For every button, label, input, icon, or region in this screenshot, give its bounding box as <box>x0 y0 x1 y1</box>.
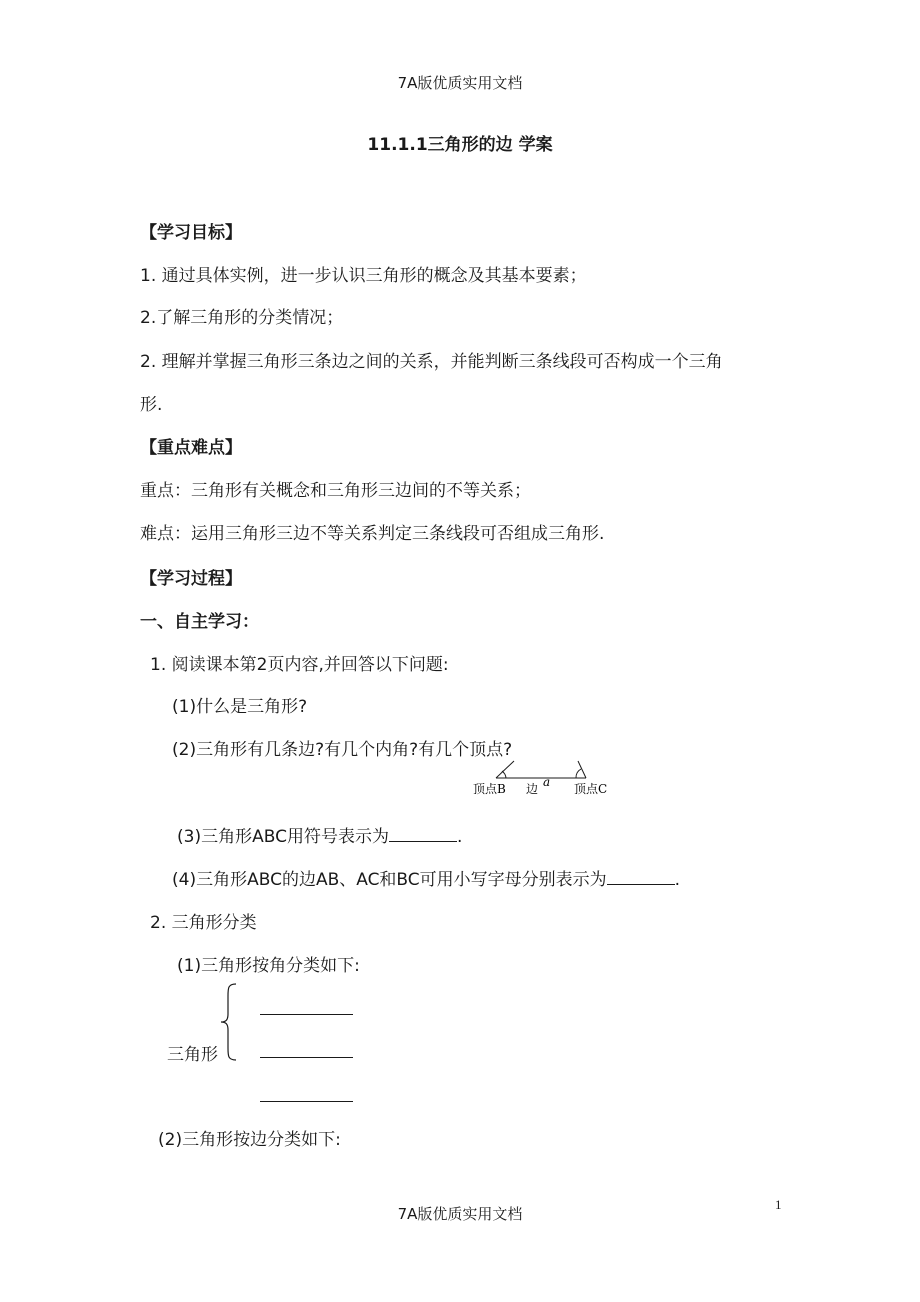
period: . <box>456 827 463 847</box>
classification-blank-2 <box>260 1057 353 1058</box>
answer-blank <box>607 870 675 885</box>
process-heading: 【学习过程】 <box>140 569 242 589</box>
page-header: 7A版优质实用文档 <box>397 74 523 92</box>
classification-blank-3 <box>260 1101 353 1102</box>
classification-blank-1 <box>260 1014 353 1015</box>
self-study-heading: 一、自主学习： <box>140 612 259 632</box>
goal-item-3: 2. 理解并掌握三角形三条边之间的关系，并能判断三条线段可否构成一个三角 <box>140 352 723 372</box>
goal-item-1: 1. 通过具体实例，进一步认识三角形的概念及其基本要素； <box>140 266 587 286</box>
question-2: 2. 三角形分类 <box>150 913 257 933</box>
angle-classification-label: (1)三角形按角分类如下: <box>177 956 360 976</box>
key-heading: 【重点难点】 <box>140 438 242 458</box>
side-letter-label: a <box>543 775 551 789</box>
curly-brace <box>218 982 240 1062</box>
answer-blank <box>389 827 457 842</box>
document-title: 11.1.1三角形的边 学案 <box>367 135 553 155</box>
question-1: 1. 阅读课本第2页内容,并回答以下问题: <box>150 655 449 675</box>
side-classification-label: (2)三角形按边分类如下: <box>158 1130 341 1150</box>
key-point-difficult: 难点：运用三角形三边不等关系判定三条线段可否组成三角形. <box>140 524 605 544</box>
goal-item-3-continued: 形. <box>140 395 163 415</box>
question-1-item-3 <box>177 822 462 847</box>
vertex-c-label: 顶点C <box>574 782 608 796</box>
question-1-item-4 <box>172 865 680 890</box>
goals-heading: 【学习目标】 <box>140 223 242 243</box>
side-label: 边 <box>526 782 539 796</box>
vertex-b-label: 顶点B <box>473 782 506 796</box>
page-number: 1 <box>775 1197 782 1212</box>
question-1-item-2: (2)三角形有几条边?有几个内角?有几个顶点? <box>172 740 513 760</box>
question-1-item-1: (1)什么是三角形? <box>172 697 308 717</box>
goal-item-2: 2.了解三角形的分类情况； <box>140 308 344 328</box>
period: . <box>674 870 681 890</box>
question-1-item-4-text: (4)三角形ABC的边AB、AC和BC可用小写字母分别表示为 <box>172 870 607 890</box>
question-1-item-3-text: (3)三角形ABC用符号表示为 <box>177 827 389 847</box>
key-point-important: 重点：三角形有关概念和三角形三边间的不等关系； <box>140 481 531 501</box>
triangle-side-diagram <box>470 758 620 800</box>
triangle-label: 三角形 <box>167 1045 218 1065</box>
page-footer: 7A版优质实用文档 <box>397 1205 523 1223</box>
